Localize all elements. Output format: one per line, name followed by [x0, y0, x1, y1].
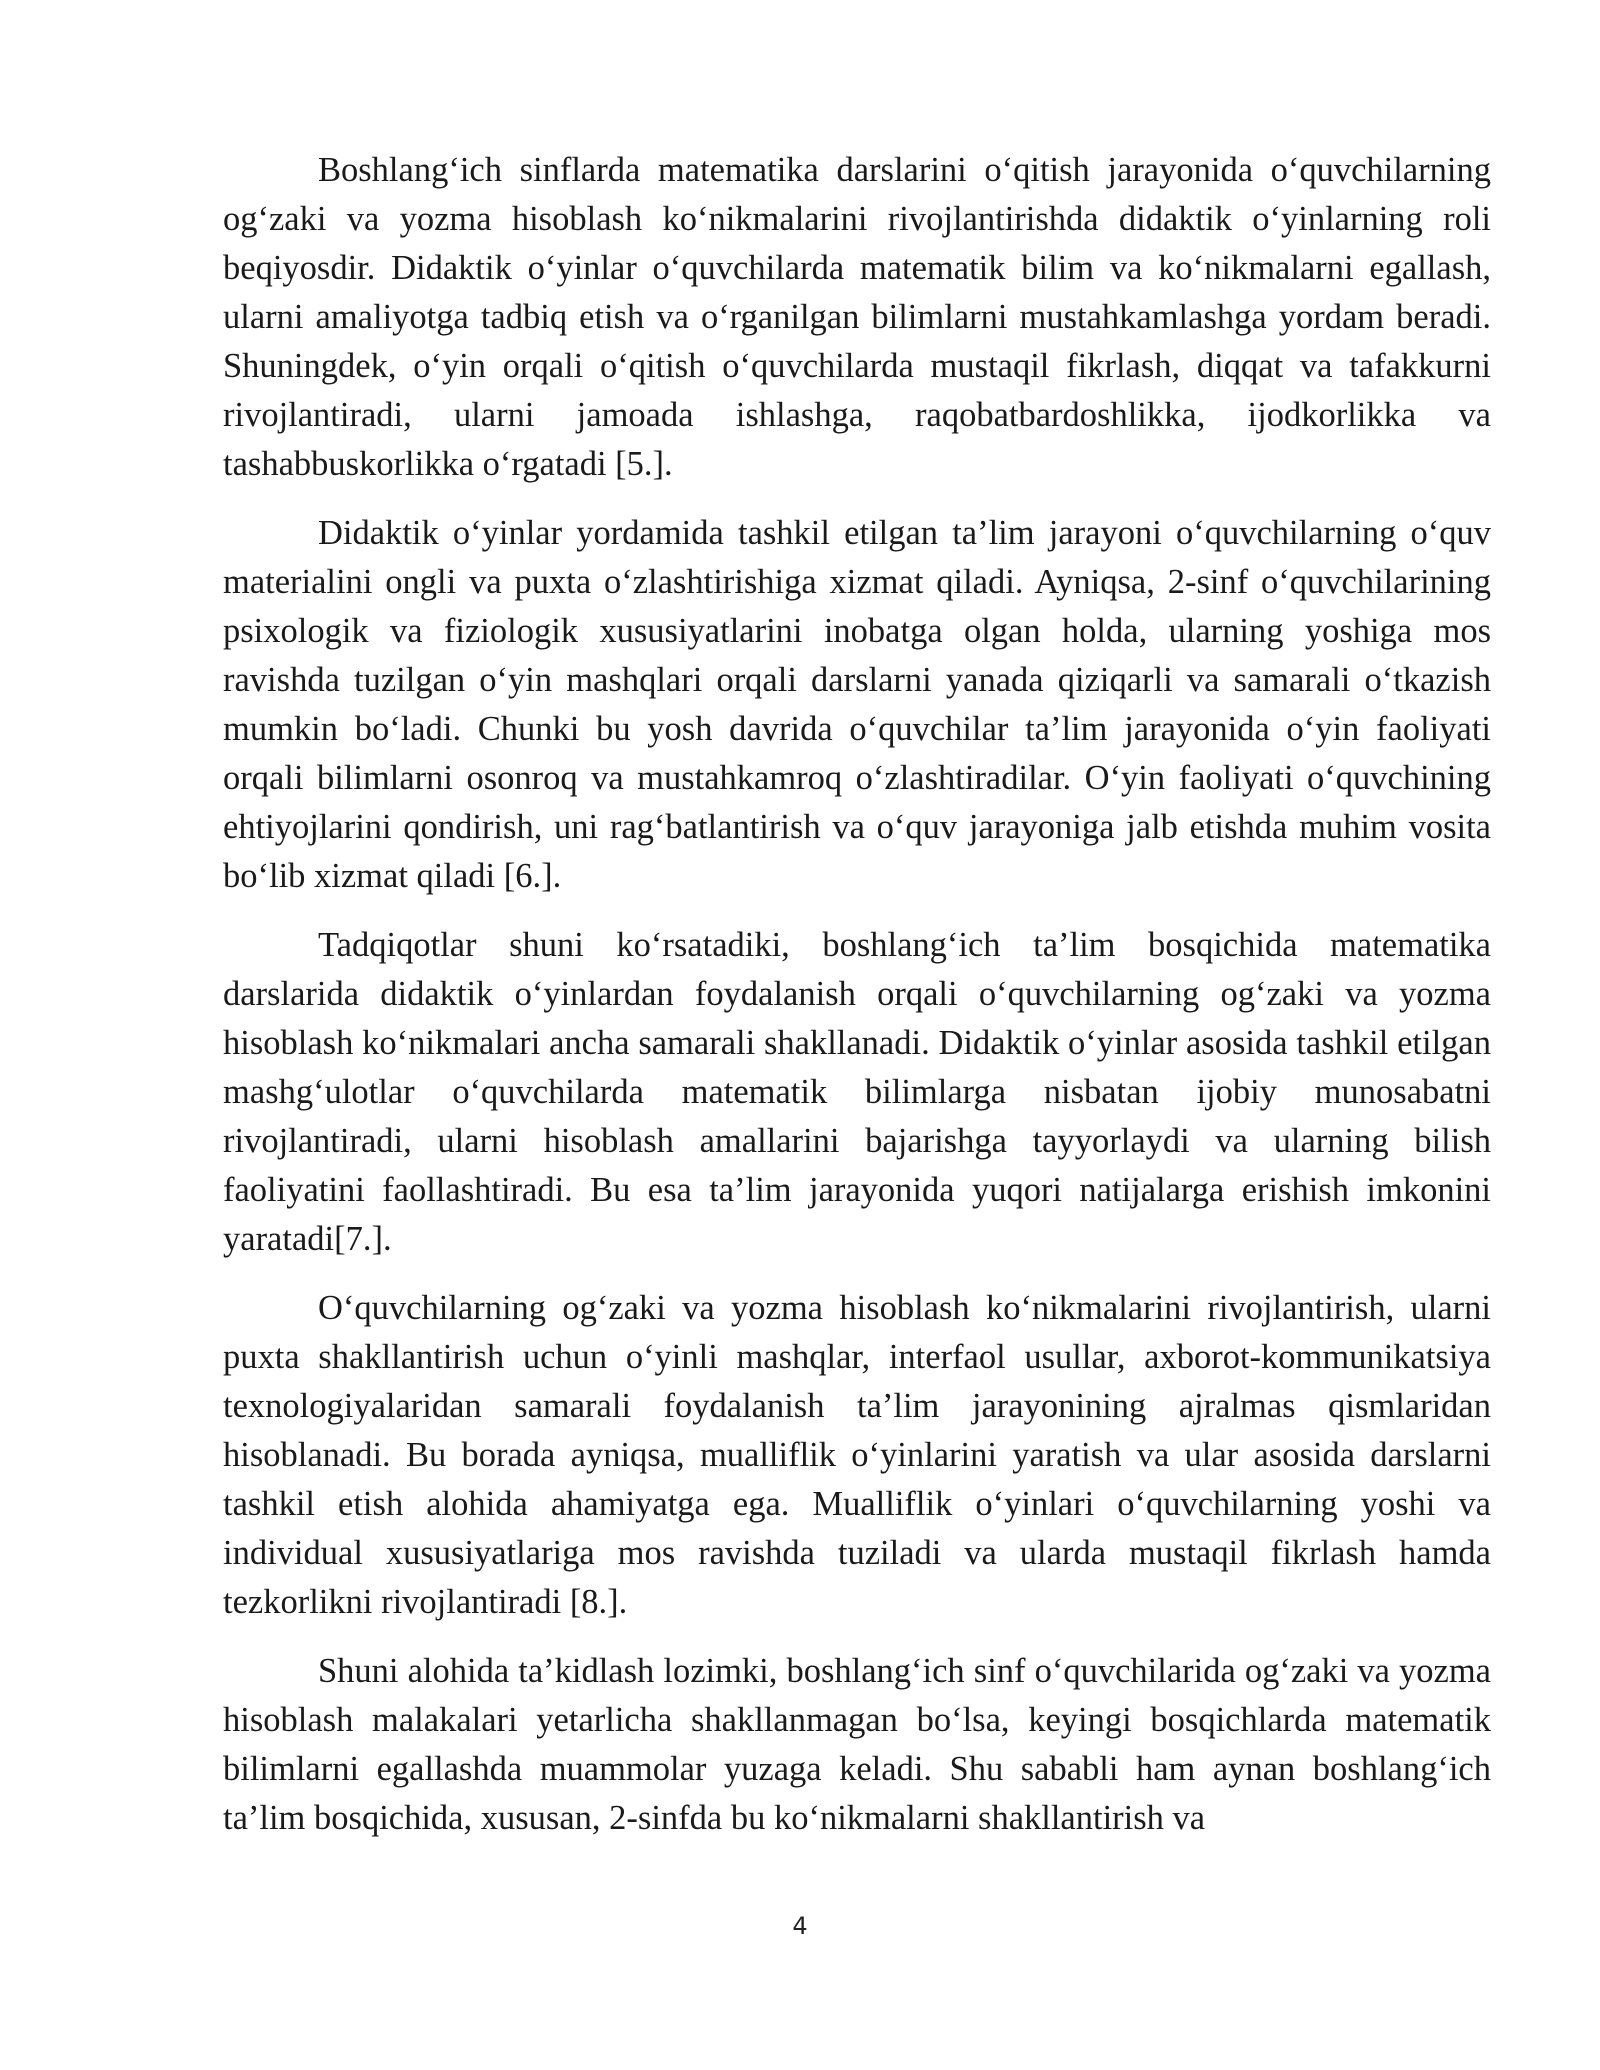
paragraph-4: O‘quvchilarning og‘zaki va yozma hisoblash ko‘nikmalarini rivojlantirish, ularni puxta shakllantirish uchun o‘yinli mashqlar, interfaol usullar, axborot-kommunikatsiya texnologiyalaridan samarali foydalanish ta’lim jarayonining ajralmas qismlaridan hisoblanadi. Bu borada ayniqsa, mualliflik o‘yinlarini yaratish va ular asosida darslarni tashkil etish alohida ahamiyatga ega. Mualliflik o‘yinlari o‘quvchilarning yoshi va individual xususiyatlariga mos ravishda tuziladi va ularda mustaqil fikrlash hamda tezkorlikni rivojlantiradi [8.].	[223, 1289, 1491, 1621]
body-text	[223, 146, 1491, 1863]
page-number: 4	[792, 1912, 808, 1940]
paragraph-2: Didaktik o‘yinlar yordamida tashkil etilgan ta’lim jarayoni o‘quvchilarning o‘quv materialini ongli va puxta o‘zlashtirishiga xizmat qiladi. Ayniqsa, 2-sinf o‘quvchilarining psixologik va fiziologik xususiyatlarini inobatga olgan holda, ularning yoshiga mos ravishda tuzilgan o‘yin mashqlari orqali darslarni yanada qiziqarli va samarali o‘tkazish mumkin bo‘ladi. Chunki bu yosh davrida o‘quvchilar ta’lim jarayonida o‘yin faoliyati orqali bilimlarni osonroq va mustahkamroq o‘zlashtiradilar. O‘yin faoliyati o‘quvchining ehtiyojlarini qondirish, uni rag‘batlantirish va o‘quv jarayoniga jalb etishda muhim vosita bo‘lib xizmat qiladi [6.].	[223, 514, 1491, 895]
paragraph-1: Boshlang‘ich sinflarda matematika darslarini o‘qitish jarayonida o‘quvchilarning og‘zaki va yozma hisoblash ko‘nikmalarini rivojlantirishda didaktik o‘yinlarning roli beqiyosdir. Didaktik o‘yinlar o‘quvchilarda matematik bilim va ko‘nikmalarni egallash, ularni amaliyotga tadbiq etish va o‘rganilgan bilimlarni mustahkamlashga yordam beradi. Shuningdek, o‘yin orqali o‘qitish o‘quvchilarda mustaqil fikrlash, diqqat va tafakkurni rivojlantiradi, ularni jamoada ishlashga, raqobatbardoshlikka, ijodkorlikka va tashabbuskorlikka o‘rgatadi [5.].	[223, 151, 1491, 483]
paragraph-3: Tadqiqotlar shuni ko‘rsatadiki, boshlang‘ich ta’lim bosqichida matematika darslarida didaktik o‘yinlardan foydalanish orqali o‘quvchilarning og‘zaki va yozma hisoblash ko‘nikmalari ancha samarali shakllanadi. Didaktik o‘yinlar asosida tashkil etilgan mashg‘ulotlar o‘quvchilarda matematik bilimlarga nisbatan ijobiy munosabatni rivojlantiradi, ularni hisoblash amallarini bajarishga tayyorlaydi va ularning bilish faoliyatini faollashtiradi. Bu esa ta’lim jarayonida yuqori natijalarga erishish imkonini yaratadi[7.].	[223, 926, 1491, 1258]
paragraph-5: Shuni alohida ta’kidlash lozimki, boshlang‘ich sinf o‘quvchilarida og‘zaki va yozma hisoblash malakalari yetarlicha shakllanmagan bo‘lsa, keyingi bosqichlarda matematik bilimlarni egallashda muammolar yuzaga keladi. Shu sababli ham aynan boshlang‘ich ta’lim bosqichida, xususan, 2-sinfda bu ko‘nikmalarni shakllantirish va	[223, 1652, 1491, 1837]
